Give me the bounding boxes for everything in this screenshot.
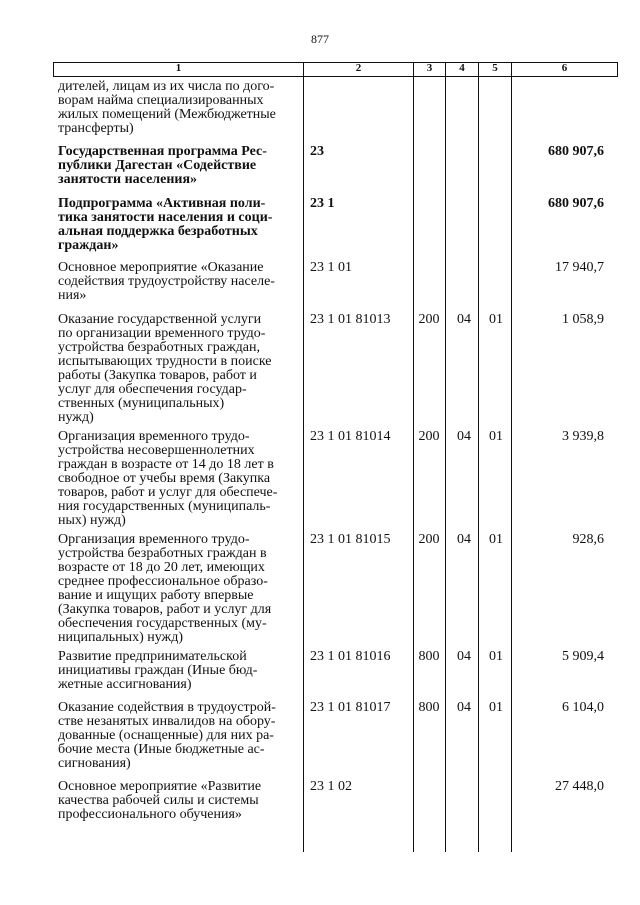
header-col-5: 5	[492, 62, 498, 74]
row-rz: 04	[457, 700, 471, 715]
row-sum: 1 058,9	[562, 312, 604, 327]
row-sum: 3 939,8	[562, 429, 604, 444]
row-rz: 04	[457, 429, 471, 444]
row-rz: 04	[457, 312, 471, 327]
row-pr: 01	[489, 429, 503, 444]
row-rz: 04	[457, 532, 471, 547]
row-vr: 200	[418, 312, 440, 327]
row-code: 23	[310, 144, 324, 159]
row-name: Оказание государственной услуги по организации временного трудо- устройства безработных граждан, испытывающих трудности в поиске работы (Закупка товаров, работ и услуг для обеспечения государ- ственных (муниципальных) нужд)	[58, 312, 272, 425]
row-code: 23 1 02	[310, 779, 352, 794]
row-vr: 200	[418, 429, 440, 444]
header-col-1: 1	[175, 62, 182, 74]
row-name: дителей, лицам из их числа по дого- ворам найма специализированных жилых помещений (Межбюджетные трансферты)	[58, 79, 276, 136]
row-pr: 01	[489, 700, 503, 715]
col-border-3	[445, 62, 446, 852]
header-col-6: 6	[561, 62, 568, 74]
header-bottom-border	[53, 76, 618, 77]
row-name: Развитие предпринимательской инициативы граждан (Иные бюд- жетные ассигнования)	[58, 649, 258, 692]
row-code: 23 1 01 81015	[310, 532, 391, 547]
row-sum: 17 940,7	[555, 260, 604, 275]
row-code: 23 1	[310, 196, 335, 211]
row-vr: 800	[418, 700, 440, 715]
row-code: 23 1 01 81014	[310, 429, 391, 444]
row-vr: 800	[418, 649, 440, 664]
header-col-2: 2	[355, 62, 362, 74]
row-pr: 01	[489, 312, 503, 327]
row-sum: 5 909,4	[562, 649, 604, 664]
row-code: 23 1 01	[310, 260, 352, 275]
row-name: Основное мероприятие «Развитие качества рабочей силы и системы профессионального обучения»	[58, 779, 262, 822]
row-sum: 27 448,0	[555, 779, 604, 794]
row-name: Подпрограмма «Активная поли- тика занятости населения и соци- альная поддержка безработных граждан»	[58, 196, 273, 253]
row-code: 23 1 01 81013	[310, 312, 391, 327]
row-code: 23 1 01 81017	[310, 700, 391, 715]
row-name: Организация временного трудо- устройства несовершеннолетних граждан в возрасте от 14 до 18 лет в свободное от учебы время (Закупка товаров, работ и услуг для обеспече- ния государственных (муниципаль- ных) нужд)	[58, 429, 278, 528]
col-border-5	[511, 62, 512, 852]
row-sum: 680 907,6	[548, 144, 604, 159]
page-number: 877	[311, 32, 329, 46]
col-border-4	[478, 62, 479, 852]
row-vr: 200	[418, 532, 440, 547]
header-col-4: 4	[459, 62, 465, 74]
row-sum: 928,6	[572, 532, 604, 547]
row-pr: 01	[489, 649, 503, 664]
row-pr: 01	[489, 532, 503, 547]
row-code: 23 1 01 81016	[310, 649, 391, 664]
row-sum: 680 907,6	[548, 196, 604, 211]
col-border-2	[413, 62, 414, 852]
row-sum: 6 104,0	[562, 700, 604, 715]
row-name: Государственная программа Рес- публики Дагестан «Содействие занятости населения»	[58, 144, 267, 187]
row-rz: 04	[457, 649, 471, 664]
row-name: Организация временного трудо- устройства безработных граждан в возрасте от 18 до 20 лет, имеющих среднее профессиональное образо- вание и ищущих работу впервые (Закупка товаров, работ и услуг для обеспечения государственных (му- ниципальных) нужд)	[58, 532, 272, 645]
header-col-3: 3	[426, 62, 433, 74]
col-border-6	[617, 62, 618, 76]
row-name: Основное мероприятие «Оказание содействия трудоустройству населе- ния»	[58, 260, 275, 303]
row-name: Оказание содействия в трудоустрой- стве незанятых инвалидов на обору- дованные (оснащенные) для них ра- бочие места (Иные бюджетные ас- сигнования)	[58, 700, 276, 771]
col-border-1	[303, 62, 304, 852]
